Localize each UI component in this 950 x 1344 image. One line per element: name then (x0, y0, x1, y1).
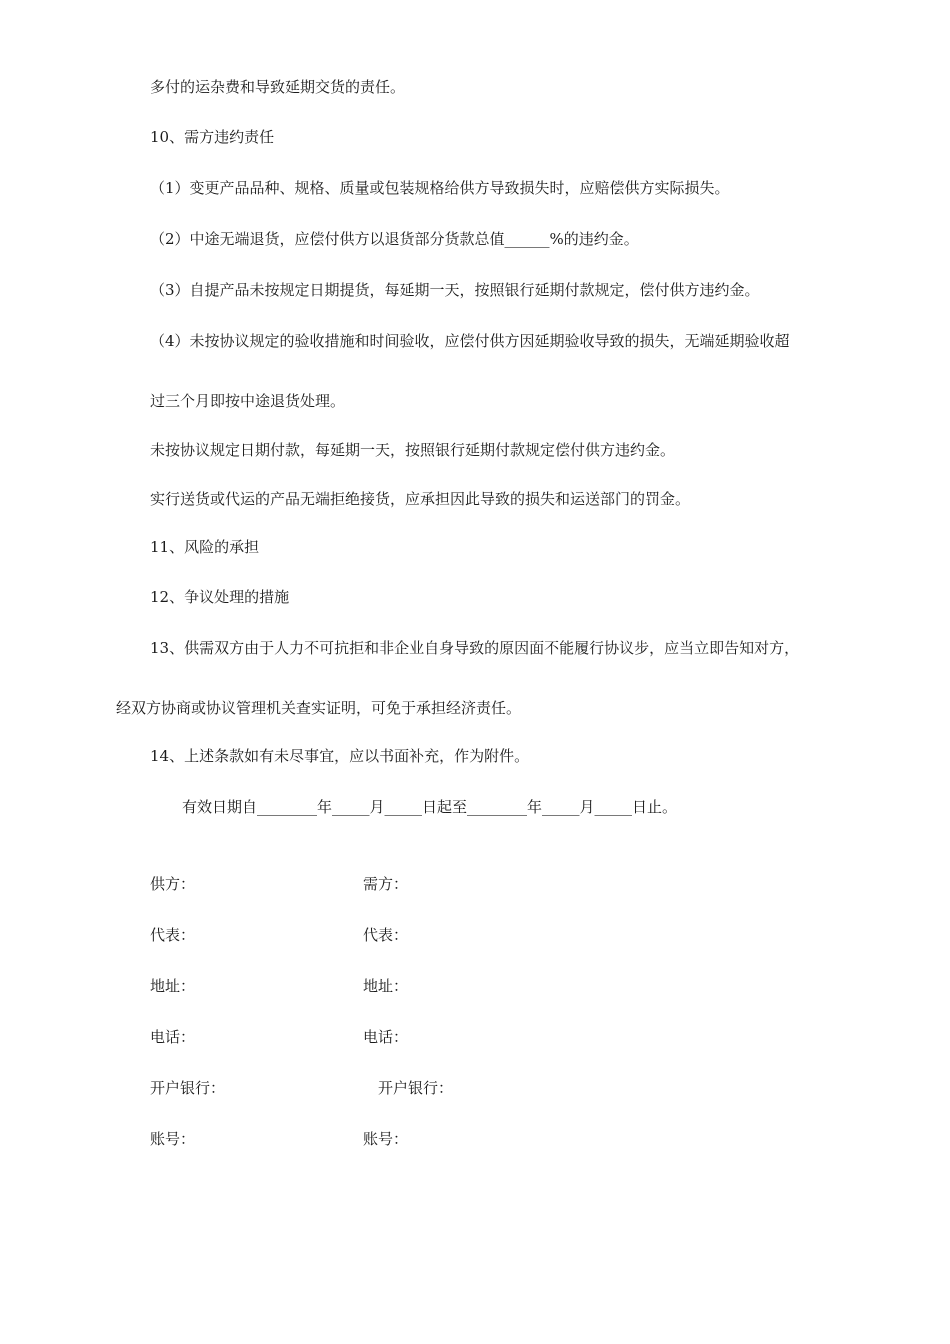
supplier-phone-label: 电话： (150, 1028, 196, 1046)
buyer-rep-label: 代表： (363, 926, 409, 944)
supplier-party-label: 供方： (150, 875, 196, 893)
supplier-address-label: 地址： (150, 977, 196, 995)
section-11-title: 11、风险的承担 (150, 538, 260, 556)
section-10-item-4-line-2: 过三个月即按中途退货处理。 (150, 392, 346, 410)
section-10-item-2: （2）中途无端退货，应偿付供方以退货部分货款总值______%的违约金。 (150, 230, 639, 248)
buyer-party-label: 需方： (363, 875, 409, 893)
section-10-paragraph-5: 未按协议规定日期付款，每延期一天，按照银行延期付款规定偿付供方违约金。 (150, 441, 676, 459)
buyer-bank-label: 开户银行： (378, 1079, 454, 1097)
validity-period: 有效日期自________年_____月_____日起至________年_____月_____日止。 (182, 798, 678, 816)
section-13-line-1: 13、供需双方由于人力不可抗拒和非企业自身导致的原因面不能履行协议步，应当立即告知对方， (150, 639, 800, 657)
supplier-account-label: 账号： (150, 1130, 196, 1148)
section-10-item-3: （3）自提产品未按规定日期提货，每延期一天，按照银行延期付款规定，偿付供方违约金。 (150, 281, 760, 299)
section-10-item-1: （1）变更产品品种、规格、质量或包装规格给供方导致损失时，应赔偿供方实际损失。 (150, 179, 730, 197)
section-10-item-4-line-1: （4）未按协议规定的验收措施和时间验收，应偿付供方因延期验收导致的损失，无端延期验收超 (150, 332, 790, 350)
supplier-bank-label: 开户银行： (150, 1079, 226, 1097)
section-13-line-2: 经双方协商或协议管理机关查实证明，可免于承担经济责任。 (116, 699, 522, 717)
buyer-account-label: 账号： (363, 1130, 409, 1148)
section-10-paragraph-6: 实行送货或代运的产品无端拒绝接货，应承担因此导致的损失和运送部门的罚金。 (150, 490, 691, 508)
buyer-phone-label: 电话： (363, 1028, 409, 1046)
buyer-address-label: 地址： (363, 977, 409, 995)
section-14: 14、上述条款如有未尽事宜，应以书面补充，作为附件。 (150, 747, 530, 765)
paragraph-intro-tail: 多付的运杂费和导致延期交货的责任。 (150, 78, 406, 96)
section-10-title: 10、需方违约责任 (150, 128, 275, 146)
section-12-title: 12、争议处理的措施 (150, 588, 290, 606)
supplier-rep-label: 代表： (150, 926, 196, 944)
